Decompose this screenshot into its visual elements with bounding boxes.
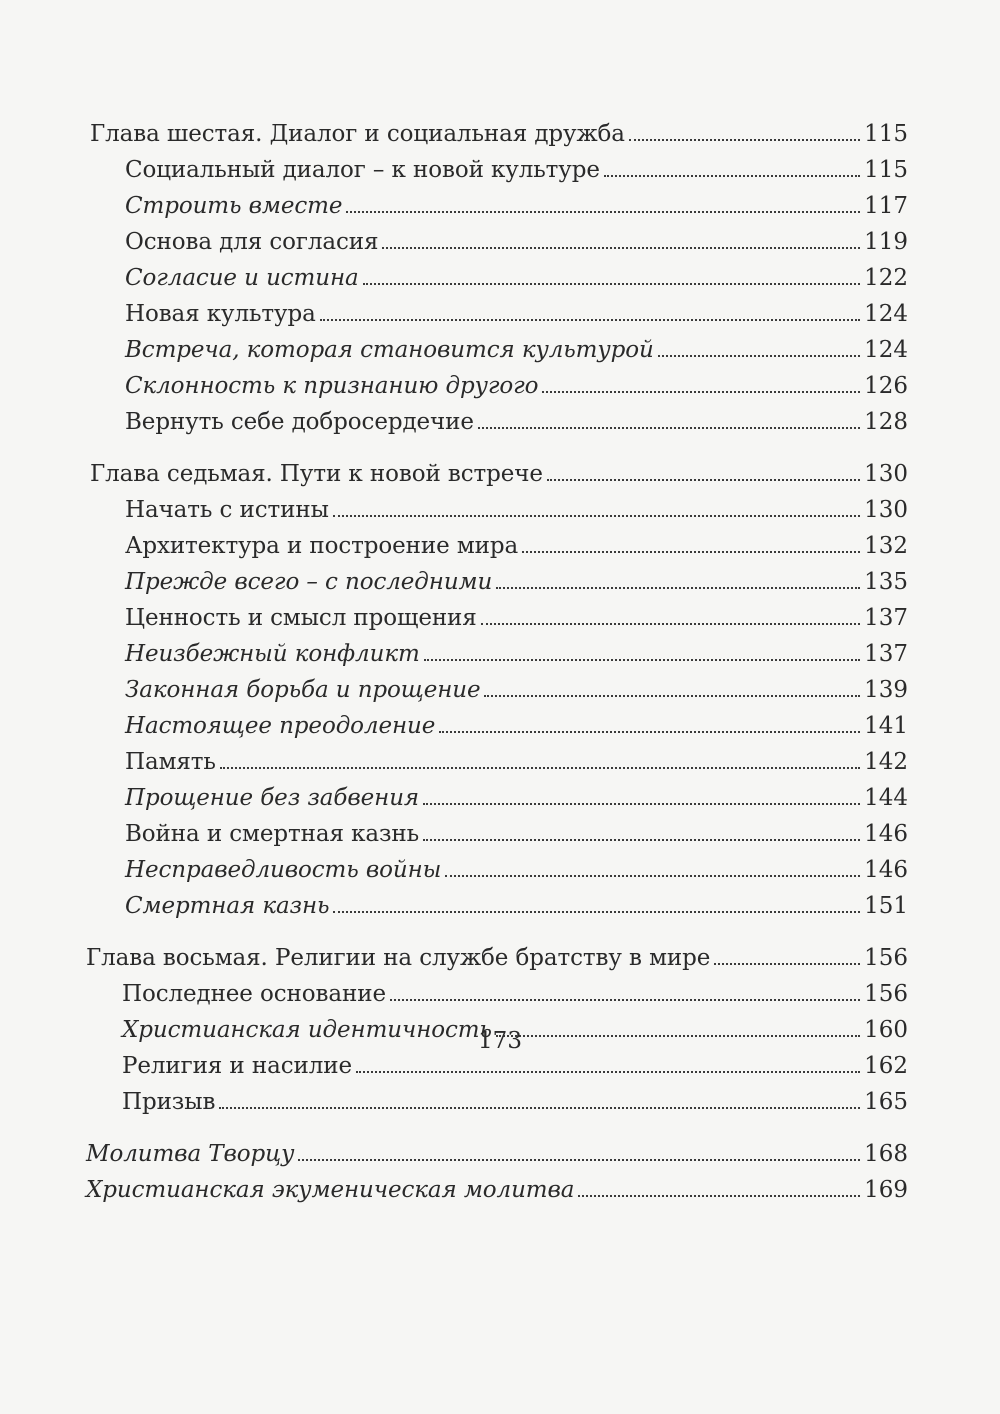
toc-entry-title: Война и смертная казнь (125, 821, 420, 847)
toc-entry-page: 169 (864, 1177, 908, 1203)
dot-leader (356, 1071, 860, 1073)
toc-entry-page: 144 (864, 785, 908, 811)
toc-entry-page: 137 (864, 641, 908, 667)
dot-leader (714, 963, 860, 965)
toc-chapter-entry (86, 1138, 908, 1170)
toc-entry-title: Настоящее преодоление (125, 713, 436, 739)
dot-leader (423, 839, 860, 841)
toc-entry-page: 128 (864, 409, 908, 435)
toc-section-entry (125, 746, 908, 778)
toc-section-entry (125, 602, 908, 634)
toc-entry-title: Встреча, которая становится культурой (125, 337, 654, 363)
dot-leader (629, 139, 860, 141)
toc-entry-page: 162 (864, 1053, 908, 1079)
dot-leader (439, 731, 860, 733)
toc-section-entry (125, 406, 908, 438)
toc-entry-page: 117 (864, 193, 908, 219)
dot-leader (542, 391, 860, 393)
toc-entry-page: 115 (864, 157, 908, 183)
toc-entry-page: 141 (864, 713, 908, 739)
dot-leader (333, 911, 860, 913)
toc-entry-title: Склонность к признанию другого (125, 373, 539, 399)
toc-section-entry (125, 566, 908, 598)
toc-entry-page: 135 (864, 569, 908, 595)
toc-section-entry (125, 638, 908, 670)
toc-entry-title: Строить вместе (125, 193, 343, 219)
toc-entry-page: 130 (864, 461, 908, 487)
toc-chapter-entry (86, 942, 908, 974)
toc-section-entry (125, 530, 908, 562)
toc-entry-page: 119 (864, 229, 908, 255)
toc-entry-title: Вернуть себе добросердечие (125, 409, 474, 435)
toc-entry-title: Согласие и истина (125, 265, 359, 291)
toc-section-entry (125, 782, 908, 814)
toc-entry-title: Память (125, 749, 216, 775)
dot-leader (547, 479, 860, 481)
dot-leader (604, 175, 860, 177)
toc-section-entry (125, 890, 908, 922)
toc-section-entry (125, 710, 908, 742)
toc-entry-page: 137 (864, 605, 908, 631)
toc-section-entry (125, 334, 908, 366)
toc-section-entry (125, 674, 908, 706)
toc-entry-title: Основа для согласия (125, 229, 379, 255)
dot-leader (346, 211, 860, 213)
dot-leader (484, 695, 860, 697)
dot-leader (220, 767, 860, 769)
toc-entry-page: 124 (864, 337, 908, 363)
toc-entry-title: Неизбежный конфликт (125, 641, 420, 667)
toc-entry-page: 151 (864, 893, 908, 919)
toc-entry-title: Социальный диалог – к новой культуре (125, 157, 600, 183)
toc-entry-title: Несправедливость войны (125, 857, 442, 883)
toc-entry-title: Глава шестая. Диалог и социальная дружба (90, 121, 625, 147)
toc-section-entry (122, 1086, 908, 1118)
toc-entry-title: Законная борьба и прощение (125, 677, 481, 703)
toc-chapter-entry (90, 458, 908, 490)
toc-entry-title: Христианская идентичность (122, 1017, 492, 1043)
dot-leader (390, 999, 860, 1001)
toc-chapter-entry (86, 1174, 908, 1206)
toc-entry-title: Прощение без забвения (125, 785, 420, 811)
dot-leader (333, 515, 860, 517)
toc-entry-page: 130 (864, 497, 908, 523)
toc-section-entry (125, 370, 908, 402)
toc-entry-title: Последнее основание (122, 981, 386, 1007)
dot-leader (522, 551, 860, 553)
dot-leader (578, 1195, 860, 1197)
toc-chapter-entry (90, 118, 908, 150)
page-number-folio: 173 (478, 1028, 522, 1054)
toc-entry-page: 115 (864, 121, 908, 147)
dot-leader (445, 875, 860, 877)
toc-entry-page: 146 (864, 857, 908, 883)
toc-entry-page: 165 (864, 1089, 908, 1115)
toc-entry-page: 160 (864, 1017, 908, 1043)
toc-section-entry (125, 854, 908, 886)
dot-leader (382, 247, 860, 249)
toc-section-entry (125, 494, 908, 526)
dot-leader (658, 355, 860, 357)
toc-entry-page: 122 (864, 265, 908, 291)
toc-entry-title: Ценность и смысл прощения (125, 605, 477, 631)
toc-section-entry (122, 978, 908, 1010)
dot-leader (478, 427, 860, 429)
toc-entry-title: Новая культура (125, 301, 316, 327)
dot-leader (424, 659, 860, 661)
toc-entry-title: Архитектура и построение мира (125, 533, 519, 559)
toc-entry-title: Христианская экуменическая молитва (86, 1177, 575, 1203)
dot-leader (496, 587, 860, 589)
toc-entry-page: 126 (864, 373, 908, 399)
dot-leader (298, 1159, 860, 1161)
toc-section-entry (122, 1050, 908, 1082)
toc-section-entry (125, 226, 908, 258)
toc-entry-title: Глава седьмая. Пути к новой встрече (90, 461, 543, 487)
toc-entry-title: Прежде всего – с последними (125, 569, 493, 595)
toc-entry-page: 156 (864, 945, 908, 971)
toc-entry-title: Начать с истины (125, 497, 329, 523)
toc-section-entry (125, 262, 908, 294)
dot-leader (363, 283, 860, 285)
toc-entry-title: Призыв (122, 1089, 216, 1115)
dot-leader (423, 803, 860, 805)
toc-entry-page: 146 (864, 821, 908, 847)
toc-entry-page: 139 (864, 677, 908, 703)
toc-section-entry (125, 190, 908, 222)
dot-leader (320, 319, 860, 321)
toc-entry-title: Молитва Творцу (86, 1141, 295, 1167)
toc-entry-page: 168 (864, 1141, 908, 1167)
dot-leader (219, 1107, 860, 1109)
toc-entry-page: 124 (864, 301, 908, 327)
toc-section-entry (125, 818, 908, 850)
toc-entry-page: 156 (864, 981, 908, 1007)
toc-entry-title: Смертная казнь (125, 893, 330, 919)
toc-entry-page: 132 (864, 533, 908, 559)
dot-leader (481, 623, 860, 625)
toc-entry-title: Глава восьмая. Религии на службе братству в мире (86, 945, 711, 971)
toc-section-entry (125, 154, 908, 186)
toc-section-entry (125, 298, 908, 330)
toc-entry-page: 142 (864, 749, 908, 775)
toc-entry-title: Религия и насилие (122, 1053, 352, 1079)
